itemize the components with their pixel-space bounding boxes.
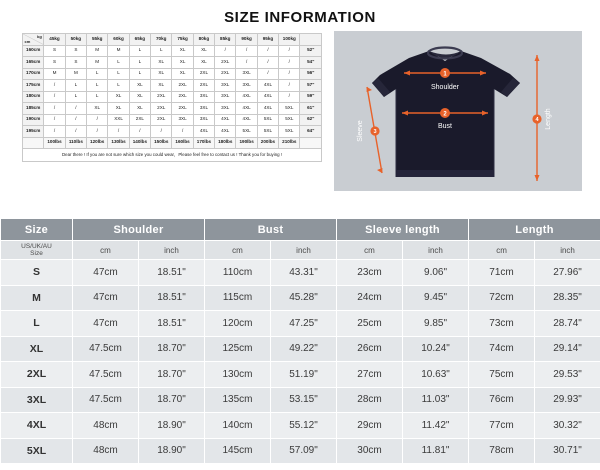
subcol-length-inch: inch [535, 241, 600, 260]
top-section [0, 31, 600, 191]
cell-shoulder-inch: 18.70" [139, 362, 205, 388]
cell-sleeve-inch: 9.06" [403, 260, 469, 286]
matrix-weight-kg: 80kg [193, 34, 214, 46]
matrix-cell: 4XL [215, 114, 236, 126]
matrix-cell: 5XL [279, 103, 300, 115]
matrix-weight-lbs: 140lbs [129, 137, 150, 149]
cell-size: 3XL [1, 387, 73, 413]
matrix-cell: XL [129, 91, 150, 103]
matrix-corner: kg cm [24, 33, 42, 44]
subcol-length-cm: cm [469, 241, 535, 260]
cell-length-inch: 28.35" [535, 285, 600, 311]
matrix-cell: / [44, 80, 65, 92]
cell-sleeve-cm: 26cm [337, 336, 403, 362]
matrix-cell: XL [108, 91, 129, 103]
matrix-row [23, 45, 322, 57]
col-sleeve-length: Sleeve length [337, 219, 469, 241]
svg-text:1: 1 [443, 71, 447, 78]
matrix-cell: 2XL [193, 80, 214, 92]
cell-sleeve-cm: 27cm [337, 362, 403, 388]
matrix-cell: / [279, 91, 300, 103]
cell-shoulder-cm: 48cm [73, 438, 139, 464]
cell-sleeve-cm: 29cm [337, 413, 403, 439]
size-note: Dear there ! If you are not sure which size you could wear，Please feel free to contact us ! Thank you for buying ! [22, 149, 322, 162]
matrix-cell: L [108, 57, 129, 69]
cell-bust-cm: 130cm [205, 362, 271, 388]
matrix-weight-row [23, 34, 322, 46]
matrix-weight-lbs: 120lbs [87, 137, 108, 149]
matrix-cell: S [44, 57, 65, 69]
matrix-cell: / [44, 91, 65, 103]
cell-bust-inch: 47.25" [271, 311, 337, 337]
cell-length-inch: 27.96" [535, 260, 600, 286]
matrix-height: 170cm [23, 68, 44, 80]
matrix-height: 185cm [23, 103, 44, 115]
matrix-weight-kg: 60kg [108, 34, 129, 46]
cell-shoulder-inch: 18.70" [139, 336, 205, 362]
matrix-height: 165cm [23, 57, 44, 69]
matrix-cell: 3XL [172, 114, 193, 126]
matrix-height-inch: 61" [300, 103, 322, 115]
matrix-cell: 2XL [151, 114, 172, 126]
cell-size: L [1, 311, 73, 337]
cell-bust-cm: 120cm [205, 311, 271, 337]
matrix-cell: / [129, 126, 150, 138]
cell-size: 4XL [1, 413, 73, 439]
matrix-cell: M [65, 68, 86, 80]
matrix-cell: 5XL [279, 126, 300, 138]
matrix-weight-kg: 50kg [65, 34, 86, 46]
length-label: Length [545, 108, 552, 130]
cell-shoulder-inch: 18.51" [139, 285, 205, 311]
matrix-cell: / [87, 114, 108, 126]
table-row [1, 285, 600, 311]
matrix-weight-lbs: 130lbs [108, 137, 129, 149]
matrix-cell: XL [172, 45, 193, 57]
cell-bust-cm: 135cm [205, 387, 271, 413]
matrix-cell: XL [172, 57, 193, 69]
matrix-weight-kg: 70kg [151, 34, 172, 46]
matrix-cell: / [215, 45, 236, 57]
subcol-sleeve-inch: inch [403, 241, 469, 260]
matrix-weight-kg: 55kg [87, 34, 108, 46]
cell-size: 2XL [1, 362, 73, 388]
matrix-cell: 2XL [129, 114, 150, 126]
matrix-cell: XL [108, 103, 129, 115]
shoulder-label: Shoulder [430, 84, 460, 91]
matrix-weight-lbs: 100lbs [44, 137, 65, 149]
matrix-cell: 4XL [236, 114, 257, 126]
cell-length-inch: 29.14" [535, 336, 600, 362]
matrix-cell: / [65, 103, 86, 115]
matrix-cell: XL [87, 103, 108, 115]
table-row [1, 387, 600, 413]
garment-svg [334, 31, 574, 191]
matrix-cell: S [65, 57, 86, 69]
cell-shoulder-cm: 47.5cm [73, 362, 139, 388]
matrix-height-inch: 59" [300, 91, 322, 103]
cell-sleeve-cm: 25cm [337, 311, 403, 337]
matrix-cell: / [108, 126, 129, 138]
matrix-row [23, 57, 322, 69]
matrix-cell: 2XL [172, 91, 193, 103]
matrix-cell: XL [172, 68, 193, 80]
matrix-cell: M [87, 57, 108, 69]
cell-length-cm: 72cm [469, 285, 535, 311]
matrix-cell: / [65, 114, 86, 126]
cell-shoulder-cm: 47cm [73, 285, 139, 311]
matrix-height: 180cm [23, 91, 44, 103]
matrix-cell: XL [193, 57, 214, 69]
table-row [1, 260, 600, 286]
matrix-weight-lbs: 180lbs [215, 137, 236, 149]
cell-shoulder-inch: 18.70" [139, 387, 205, 413]
matrix-weight-lbs: 200lbs [257, 137, 278, 149]
matrix-cell: L [87, 68, 108, 80]
subcol-size-line1: US/UK/AU [21, 242, 52, 250]
matrix-cell: L [108, 80, 129, 92]
matrix-cell: 5XL [257, 126, 278, 138]
matrix-cell: / [279, 57, 300, 69]
matrix-cell: XL [129, 80, 150, 92]
matrix-cell: XL [151, 57, 172, 69]
matrix-cell: 3XL [193, 114, 214, 126]
cell-size: S [1, 260, 73, 286]
cell-shoulder-cm: 47.5cm [73, 387, 139, 413]
matrix-cell: 5XL [279, 114, 300, 126]
subcol-shoulder-inch: inch [139, 241, 205, 260]
matrix-cell: 4XL [236, 103, 257, 115]
cell-length-cm: 78cm [469, 438, 535, 464]
matrix-cell: 3XL [193, 91, 214, 103]
table-row [1, 336, 600, 362]
col-bust: Bust [205, 219, 337, 241]
matrix-row [23, 68, 322, 80]
matrix-cell: 2XL [215, 57, 236, 69]
size-table [0, 218, 600, 464]
cell-bust-inch: 51.19" [271, 362, 337, 388]
subcol-size-line2: Size [30, 250, 43, 257]
matrix-weight-kg: 90kg [236, 34, 257, 46]
matrix-cell: 3XL [236, 68, 257, 80]
garment-illustration [334, 31, 582, 191]
subcol-bust-inch: inch [271, 241, 337, 260]
matrix-cell: L [87, 91, 108, 103]
cell-sleeve-cm: 30cm [337, 438, 403, 464]
col-shoulder: Shoulder [73, 219, 205, 241]
matrix-cell: / [236, 45, 257, 57]
matrix-row [23, 91, 322, 103]
matrix-cell: 3XL [236, 80, 257, 92]
cell-sleeve-inch: 10.63" [403, 362, 469, 388]
matrix-lbs-end [300, 137, 322, 149]
cell-sleeve-cm: 24cm [337, 285, 403, 311]
matrix-cell: / [172, 126, 193, 138]
matrix-cell: / [257, 45, 278, 57]
matrix-cell: L [151, 45, 172, 57]
cell-shoulder-cm: 47.5cm [73, 336, 139, 362]
matrix-cell: 2XL [172, 80, 193, 92]
matrix-cell: L [65, 80, 86, 92]
matrix-cell: 4XL [236, 91, 257, 103]
matrix-table [22, 33, 322, 149]
cell-bust-inch: 55.12" [271, 413, 337, 439]
matrix-inch-corner [300, 34, 322, 46]
matrix-cell: 3XL [193, 103, 214, 115]
cell-bust-cm: 115cm [205, 285, 271, 311]
cell-sleeve-cm: 23cm [337, 260, 403, 286]
matrix-row [23, 80, 322, 92]
matrix-cell: / [44, 103, 65, 115]
cell-length-cm: 71cm [469, 260, 535, 286]
size-table-header-row [1, 219, 600, 241]
cell-shoulder-cm: 47cm [73, 260, 139, 286]
cell-length-cm: 73cm [469, 311, 535, 337]
cell-bust-cm: 125cm [205, 336, 271, 362]
matrix-cell: M [87, 45, 108, 57]
matrix-cell: 2XL [151, 103, 172, 115]
matrix-weight-lbs: 110lbs [65, 137, 86, 149]
subcol-shoulder-cm: cm [73, 241, 139, 260]
matrix-cell: / [279, 45, 300, 57]
matrix-cell: 4XL [257, 103, 278, 115]
cell-bust-inch: 49.22" [271, 336, 337, 362]
matrix-weight-lbs: 170lbs [193, 137, 214, 149]
matrix-cell: L [87, 80, 108, 92]
cell-shoulder-cm: 47cm [73, 311, 139, 337]
svg-text:3: 3 [373, 129, 377, 136]
matrix-weight-lbs: 150lbs [151, 137, 172, 149]
matrix-row [23, 126, 322, 138]
matrix-height-inch: 54" [300, 57, 322, 69]
matrix-cell: M [108, 45, 129, 57]
matrix-weight-kg: 45kg [44, 34, 65, 46]
matrix-weight-lbs: 190lbs [236, 137, 257, 149]
svg-text:4: 4 [535, 117, 539, 124]
matrix-weight-kg: 65kg [129, 34, 150, 46]
matrix-cell: XL [193, 45, 214, 57]
col-length: Length [469, 219, 600, 241]
bust-label: Bust [437, 123, 453, 130]
cell-length-cm: 76cm [469, 387, 535, 413]
matrix-cell: 5XL [236, 126, 257, 138]
matrix-height-inch: 57" [300, 80, 322, 92]
cell-sleeve-inch: 10.24" [403, 336, 469, 362]
size-table-wrap [0, 218, 600, 464]
matrix-cell: L [129, 68, 150, 80]
matrix-height: 160cm [23, 45, 44, 57]
matrix-cell: 2XL [151, 91, 172, 103]
cell-sleeve-inch: 11.03" [403, 387, 469, 413]
matrix-cell: XL [151, 80, 172, 92]
matrix-cell: XXL [108, 114, 129, 126]
matrix-cell: / [279, 80, 300, 92]
cell-shoulder-inch: 18.51" [139, 311, 205, 337]
svg-text:2: 2 [443, 111, 447, 118]
cell-length-inch: 30.71" [535, 438, 600, 464]
matrix-cell: 2XL [215, 68, 236, 80]
matrix-weight-lbs: 160lbs [172, 137, 193, 149]
sleeve-label: Sleeve [357, 120, 364, 142]
matrix-height: 190cm [23, 114, 44, 126]
cell-length-cm: 74cm [469, 336, 535, 362]
matrix-cell: M [44, 68, 65, 80]
matrix-height-inch: 64" [300, 126, 322, 138]
subcol-sleeve-cm: cm [337, 241, 403, 260]
matrix-cell: 4XL [257, 80, 278, 92]
matrix-weight-kg: 100kg [279, 34, 300, 46]
cell-bust-cm: 145cm [205, 438, 271, 464]
matrix-cell: / [151, 126, 172, 138]
size-table-subheader-row [1, 241, 600, 260]
cell-length-inch: 28.74" [535, 311, 600, 337]
matrix-cell: 4XL [215, 126, 236, 138]
matrix-cell: XL [129, 103, 150, 115]
matrix-cell: L [65, 91, 86, 103]
matrix-cell: 3XL [215, 91, 236, 103]
subcol-size [1, 241, 73, 260]
matrix-row [23, 103, 322, 115]
cell-length-inch: 30.32" [535, 413, 600, 439]
matrix-cell: 3XL [215, 103, 236, 115]
cell-size: XL [1, 336, 73, 362]
matrix-cell: / [44, 114, 65, 126]
matrix-cell: 4XL [257, 91, 278, 103]
cell-bust-inch: 53.15" [271, 387, 337, 413]
subcol-bust-cm: cm [205, 241, 271, 260]
table-row [1, 362, 600, 388]
matrix-cell: / [257, 68, 278, 80]
matrix-cell: / [279, 68, 300, 80]
matrix-height-inch: 52" [300, 45, 322, 57]
cell-shoulder-cm: 48cm [73, 413, 139, 439]
matrix-weight-kg: 85kg [215, 34, 236, 46]
table-row [1, 413, 600, 439]
page-title: SIZE INFORMATION [224, 9, 376, 26]
cell-sleeve-inch: 9.45" [403, 285, 469, 311]
matrix-cell: S [65, 45, 86, 57]
cell-sleeve-inch: 9.85" [403, 311, 469, 337]
matrix-cell: 5XL [257, 114, 278, 126]
cell-bust-cm: 110cm [205, 260, 271, 286]
matrix-cell: L [129, 45, 150, 57]
matrix-weight-lbs: 210lbs [279, 137, 300, 149]
cell-size: M [1, 285, 73, 311]
cell-length-inch: 29.93" [535, 387, 600, 413]
matrix-cell: 2XL [193, 68, 214, 80]
table-row [1, 438, 600, 464]
cell-bust-cm: 140cm [205, 413, 271, 439]
cell-sleeve-cm: 28cm [337, 387, 403, 413]
cell-shoulder-inch: 18.90" [139, 413, 205, 439]
cell-shoulder-inch: 18.90" [139, 438, 205, 464]
cell-length-cm: 75cm [469, 362, 535, 388]
matrix-cell: S [44, 45, 65, 57]
matrix-cell: 4XL [193, 126, 214, 138]
cell-bust-inch: 43.31" [271, 260, 337, 286]
matrix-weight-lbs-row [23, 137, 322, 149]
matrix-cell: XL [151, 68, 172, 80]
matrix-cell: 2XL [172, 103, 193, 115]
matrix-cell: / [65, 126, 86, 138]
col-size: Size [1, 219, 73, 241]
matrix-cell: 3XL [215, 80, 236, 92]
table-row [1, 311, 600, 337]
cell-sleeve-inch: 11.42" [403, 413, 469, 439]
matrix-height: 195cm [23, 126, 44, 138]
matrix-weight-kg: 75kg [172, 34, 193, 46]
cell-bust-inch: 57.09" [271, 438, 337, 464]
matrix-lbs-corner [23, 137, 44, 149]
matrix-height-inch: 56" [300, 68, 322, 80]
matrix-cell: L [108, 68, 129, 80]
weight-height-matrix [22, 31, 322, 191]
cell-length-cm: 77cm [469, 413, 535, 439]
matrix-cell: / [236, 57, 257, 69]
matrix-cell: / [257, 57, 278, 69]
matrix-height: 175cm [23, 80, 44, 92]
matrix-cell: L [129, 57, 150, 69]
cell-sleeve-inch: 11.81" [403, 438, 469, 464]
matrix-cell: / [44, 126, 65, 138]
cell-length-inch: 29.53" [535, 362, 600, 388]
matrix-height-inch: 62" [300, 114, 322, 126]
matrix-row [23, 114, 322, 126]
matrix-cell: / [87, 126, 108, 138]
cell-bust-inch: 45.28" [271, 285, 337, 311]
cell-shoulder-inch: 18.51" [139, 260, 205, 286]
matrix-weight-kg: 95kg [257, 34, 278, 46]
cell-size: 5XL [1, 438, 73, 464]
